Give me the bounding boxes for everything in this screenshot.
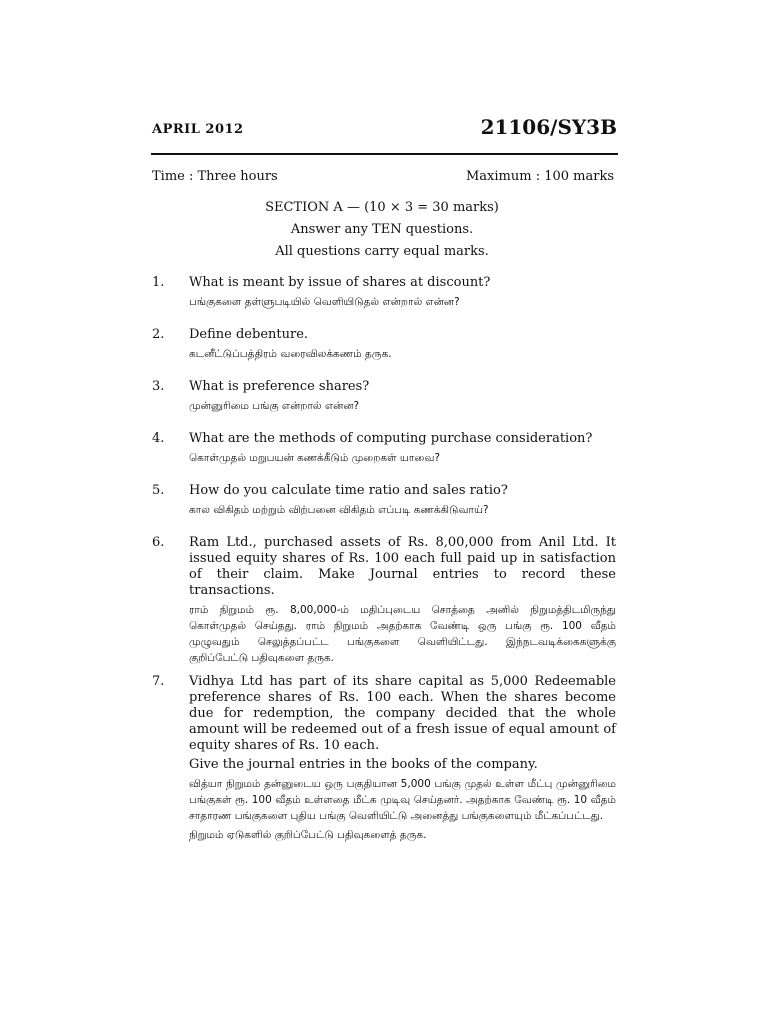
exam-month: APRIL 2012 (152, 122, 244, 137)
question-item (152, 275, 616, 310)
question-number: 3. (152, 379, 165, 394)
question-text-english: How do you calculate time ratio and sales ratio? (189, 483, 508, 498)
question-text-tamil: பங்குகளை தள்ளுபடியில் வெளியிடுதல் என்றால் என்ன? (189, 296, 460, 308)
question-number: 4. (152, 431, 165, 446)
question-text-english: Define debenture. (189, 327, 309, 342)
question-item (152, 674, 616, 843)
time-allowed: Time : Three hours (152, 169, 278, 184)
section-title: SECTION A — (10 × 3 = 30 marks) (265, 200, 499, 215)
question-text-tamil: கடனீட்டுப்பத்திரம் வரைவிலக்கணம் தருக. (189, 348, 392, 360)
question-item (152, 327, 616, 362)
question-text-tamil: வித்யா நிறுமம் தன்னுடைய ஒரு பகுதியான 5,000 பங்கு முதல் உள்ள மீட்பு முன்னுரிமை பங்குகள் ரூ. 100 வீதம் உள்ளதை மீட்க முடிவு செய்தனர். அதற்காக வேண்டி ரூ. 10 வீதம் சாதாரண பங்குகளை புதிய பங்கு வெளியிட்டு அனைத்து பங்குகளையும் மீட்கப்பட்டது. (189, 778, 616, 822)
question-text-tamil: கொள்முதல் மறுபயன் கணக்கீடும் முறைகள் யாவை? (189, 452, 440, 464)
question-subtext-english: Give the journal entries in the books of the company. (189, 757, 538, 772)
question-item (152, 379, 616, 414)
question-number: 5. (152, 483, 165, 498)
question-text-tamil: முன்னுரிமை பங்கு என்றால் என்ன? (189, 400, 360, 412)
question-item (152, 535, 616, 666)
section-instruction: All questions carry equal marks. (275, 244, 489, 259)
question-text-english: Vidhya Ltd has part of its share capital as 5,000 Redeemable preference shares of Rs. 100 each. When the shares become due for redemption, the company decided that the whole amount will be redeemed out of a fresh issue of equal amount of equity shares of Rs. 10 each. (189, 674, 616, 753)
paper-code: 21106/SY3B (480, 115, 617, 139)
header-divider (151, 153, 618, 155)
maximum-marks: Maximum : 100 marks (465, 169, 614, 184)
question-item (152, 483, 616, 518)
question-number: 1. (152, 275, 165, 290)
question-number: 7. (152, 674, 165, 689)
question-text-english: What is preference shares? (189, 379, 370, 394)
question-text-english: What is meant by issue of shares at discount? (189, 275, 491, 290)
section-instruction: Answer any TEN questions. (290, 222, 474, 237)
question-text-english: What are the methods of computing purchase consideration? (189, 431, 593, 446)
question-text-tamil: கால விகிதம் மற்றும் விற்பனை விகிதம் எப்படி கணக்கிடுவாய்? (189, 504, 489, 516)
question-item (152, 431, 616, 466)
question-number: 2. (152, 327, 165, 342)
question-number: 6. (152, 535, 165, 550)
question-text-tamil: ராம் நிறுமம் ரூ. 8,00,000-ம் மதிப்புடைய சொத்தை அனில் நிறுமத்திடமிருந்து கொள்முதல் செய்தது. ராம் நிறுமம் அதற்காக வேண்டி ஒரு பங்கு ரூ. 100 வீதம் முழுவதும் செலுத்தப்பட்ட பங்குகளை வெளியிட்டது. இந்நடவடிக்கைகளுக்கு குறிப்பேட்டு பதிவுகளை தருக. (189, 604, 616, 664)
question-subtext-tamil: நிறுமம் ஏடுகளில் குறிப்பேட்டு பதிவுகளைத் தருக. (189, 829, 427, 841)
question-text-english: Ram Ltd., purchased assets of Rs. 8,00,000 from Anil Ltd. It issued equity shares of Rs. 100 each full paid up in satisfaction of their claim. Make Journal entries to record these transactions. (189, 535, 616, 598)
